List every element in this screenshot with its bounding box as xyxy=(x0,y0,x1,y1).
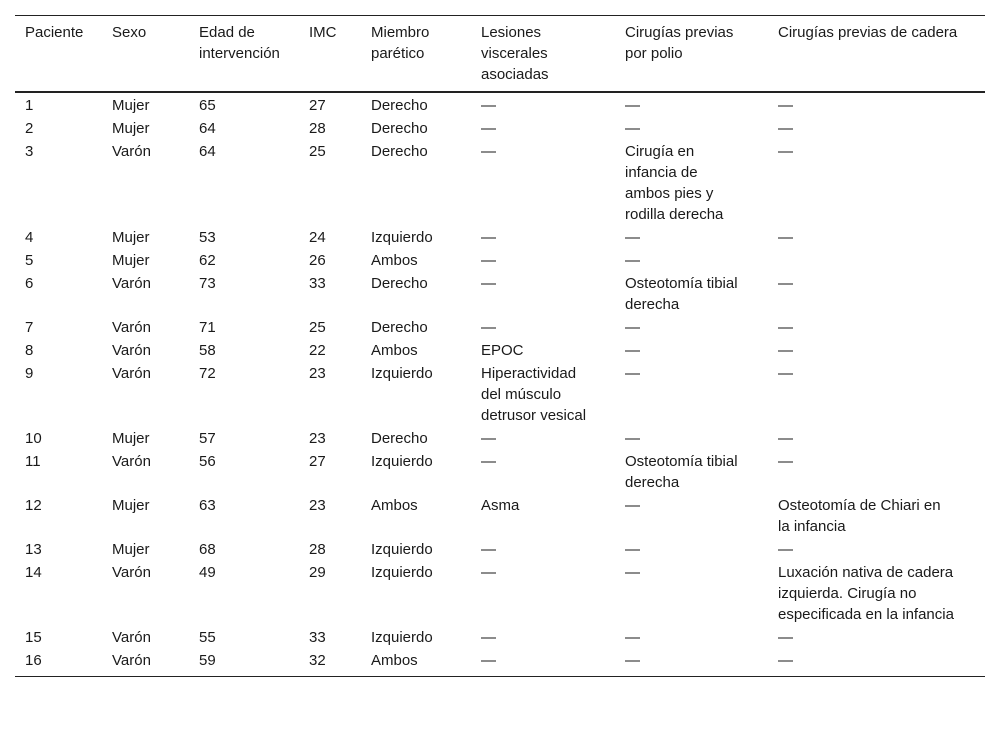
cell-miembro: Derecho xyxy=(371,97,428,114)
cell-miembro: Ambos xyxy=(371,497,418,514)
cell-paciente: 15 xyxy=(25,629,42,646)
cell-sexo: Varón xyxy=(112,342,151,359)
cell-paciente: 14 xyxy=(25,564,42,581)
cell-imc: 33 xyxy=(309,629,326,646)
cell-paciente: 9 xyxy=(25,365,34,382)
cell-miembro: Ambos xyxy=(371,342,418,359)
cell-imc: 27 xyxy=(309,97,326,114)
cell-paciente: 1 xyxy=(25,97,34,114)
cell-cirugias-cadera xyxy=(768,249,985,272)
cell-miembro: Derecho xyxy=(371,275,428,292)
cell-lesiones: — xyxy=(481,564,496,581)
cell-cirugias-polio: — xyxy=(625,97,640,114)
cell-edad: 72 xyxy=(199,365,216,382)
cell-cirugias-cadera: — xyxy=(778,365,793,382)
cell-miembro: Ambos xyxy=(371,652,418,669)
header-sexo: Sexo xyxy=(112,24,147,41)
cell-edad: 71 xyxy=(199,319,216,336)
cell-imc: 32 xyxy=(309,652,326,669)
cell-cirugias-cadera: — xyxy=(778,629,793,646)
cell-edad: 64 xyxy=(199,143,216,160)
cell-imc: 23 xyxy=(309,497,326,514)
cell-sexo: Varón xyxy=(112,453,151,470)
cell-cirugias-polio: — xyxy=(625,120,640,137)
cell-edad: 73 xyxy=(199,275,216,292)
table-row xyxy=(15,494,985,538)
cell-cirugias-polio: Osteotomía tibial derecha xyxy=(625,275,738,313)
cell-sexo: Mujer xyxy=(112,252,150,269)
cell-cirugias-polio: — xyxy=(625,229,640,246)
cell-miembro: Derecho xyxy=(371,430,428,447)
cell-lesiones: Hiperactividad del músculo detrusor vesical xyxy=(481,365,587,424)
cell-miembro: Izquierdo xyxy=(371,365,433,382)
table-row xyxy=(15,316,985,339)
cell-miembro: Derecho xyxy=(371,143,428,160)
cell-miembro: Izquierdo xyxy=(371,564,433,581)
cell-imc: 23 xyxy=(309,365,326,382)
header-cirugias-polio: Cirugías previas por polio xyxy=(625,24,734,62)
cell-sexo: Varón xyxy=(112,143,151,160)
table-row xyxy=(15,561,985,626)
table-row xyxy=(15,226,985,249)
cell-imc: 27 xyxy=(309,453,326,470)
cell-edad: 65 xyxy=(199,97,216,114)
table-row xyxy=(15,272,985,316)
cell-sexo: Varón xyxy=(112,319,151,336)
cell-imc: 22 xyxy=(309,342,326,359)
table-row xyxy=(15,450,985,494)
cell-imc: 33 xyxy=(309,275,326,292)
cell-lesiones: — xyxy=(481,652,496,669)
cell-paciente: 2 xyxy=(25,120,34,137)
cell-cirugias-polio: Osteotomía tibial derecha xyxy=(625,453,738,491)
cell-miembro: Izquierdo xyxy=(371,453,433,470)
cell-cirugias-polio: — xyxy=(625,497,640,514)
cell-sexo: Varón xyxy=(112,629,151,646)
cell-cirugias-cadera: — xyxy=(778,120,793,137)
cell-paciente: 5 xyxy=(25,252,34,269)
cell-imc: 29 xyxy=(309,564,326,581)
cell-paciente: 4 xyxy=(25,229,34,246)
cell-imc: 24 xyxy=(309,229,326,246)
cell-edad: 53 xyxy=(199,229,216,246)
cell-imc: 28 xyxy=(309,541,326,558)
cell-cirugias-cadera: — xyxy=(778,342,793,359)
cell-lesiones: — xyxy=(481,252,496,269)
cell-lesiones: — xyxy=(481,275,496,292)
table-row xyxy=(15,140,985,226)
cell-cirugias-polio: — xyxy=(625,564,640,581)
cell-lesiones: — xyxy=(481,120,496,137)
cell-paciente: 7 xyxy=(25,319,34,336)
cell-cirugias-cadera: — xyxy=(778,275,793,292)
cell-sexo: Mujer xyxy=(112,229,150,246)
cell-cirugias-cadera: — xyxy=(778,143,793,160)
header-edad: Edad de intervención xyxy=(199,24,280,62)
table-row xyxy=(15,362,985,427)
cell-paciente: 12 xyxy=(25,497,42,514)
cell-edad: 68 xyxy=(199,541,216,558)
cell-miembro: Derecho xyxy=(371,120,428,137)
cell-edad: 55 xyxy=(199,629,216,646)
cell-cirugias-polio: Cirugía en infancia de ambos pies y rodilla derecha xyxy=(625,143,724,223)
cell-edad: 62 xyxy=(199,252,216,269)
cell-sexo: Varón xyxy=(112,564,151,581)
cell-edad: 63 xyxy=(199,497,216,514)
cell-miembro: Izquierdo xyxy=(371,629,433,646)
cell-cirugias-polio: — xyxy=(625,629,640,646)
cell-edad: 59 xyxy=(199,652,216,669)
patients-table xyxy=(15,15,985,677)
cell-paciente: 13 xyxy=(25,541,42,558)
cell-cirugias-cadera: — xyxy=(778,652,793,669)
cell-miembro: Izquierdo xyxy=(371,541,433,558)
cell-cirugias-polio: — xyxy=(625,541,640,558)
table-row xyxy=(15,117,985,140)
cell-lesiones: — xyxy=(481,629,496,646)
header-lesiones: Lesiones viscerales asociadas xyxy=(481,24,549,83)
cell-sexo: Mujer xyxy=(112,430,150,447)
cell-lesiones: — xyxy=(481,97,496,114)
cell-lesiones: EPOC xyxy=(481,342,524,359)
cell-miembro: Izquierdo xyxy=(371,229,433,246)
cell-paciente: 16 xyxy=(25,652,42,669)
cell-sexo: Mujer xyxy=(112,97,150,114)
cell-cirugias-polio: — xyxy=(625,430,640,447)
table-row xyxy=(15,427,985,450)
cell-sexo: Mujer xyxy=(112,120,150,137)
cell-cirugias-cadera: — xyxy=(778,453,793,470)
cell-cirugias-polio: — xyxy=(625,652,640,669)
cell-cirugias-polio: — xyxy=(625,365,640,382)
cell-lesiones: Asma xyxy=(481,497,520,514)
table-body xyxy=(15,92,985,677)
table-row xyxy=(15,649,985,677)
cell-cirugias-polio: — xyxy=(625,342,640,359)
cell-imc: 28 xyxy=(309,120,326,137)
cell-cirugias-cadera: — xyxy=(778,97,793,114)
header-paciente: Paciente xyxy=(25,24,84,41)
cell-edad: 64 xyxy=(199,120,216,137)
cell-paciente: 10 xyxy=(25,430,42,447)
cell-cirugias-cadera: — xyxy=(778,229,793,246)
cell-lesiones: — xyxy=(481,229,496,246)
cell-lesiones: — xyxy=(481,430,496,447)
cell-sexo: Varón xyxy=(112,275,151,292)
cell-cirugias-cadera: — xyxy=(778,430,793,447)
table-row xyxy=(15,538,985,561)
cell-cirugias-cadera: Luxación nativa de cadera izquierda. Cirugía no especificada en la infancia xyxy=(778,564,954,623)
header-imc: IMC xyxy=(309,24,337,41)
cell-lesiones: — xyxy=(481,541,496,558)
cell-imc: 26 xyxy=(309,252,326,269)
cell-imc: 23 xyxy=(309,430,326,447)
table-row xyxy=(15,626,985,649)
cell-lesiones: — xyxy=(481,319,496,336)
cell-miembro: Derecho xyxy=(371,319,428,336)
cell-cirugias-cadera: Osteotomía de Chiari en la infancia xyxy=(778,497,941,535)
cell-sexo: Varón xyxy=(112,652,151,669)
cell-lesiones: — xyxy=(481,453,496,470)
cell-cirugias-cadera: — xyxy=(778,319,793,336)
cell-imc: 25 xyxy=(309,319,326,336)
cell-sexo: Mujer xyxy=(112,541,150,558)
cell-paciente: 8 xyxy=(25,342,34,359)
cell-imc: 25 xyxy=(309,143,326,160)
cell-sexo: Mujer xyxy=(112,497,150,514)
table-header xyxy=(15,16,985,93)
cell-sexo: Varón xyxy=(112,365,151,382)
cell-lesiones: — xyxy=(481,143,496,160)
table-row xyxy=(15,339,985,362)
header-cirugias-cadera: Cirugías previas de cadera xyxy=(778,24,958,41)
cell-paciente: 11 xyxy=(25,453,41,470)
cell-miembro: Ambos xyxy=(371,252,418,269)
table-row xyxy=(15,92,985,117)
table-row xyxy=(15,249,985,272)
cell-paciente: 3 xyxy=(25,143,34,160)
cell-edad: 49 xyxy=(199,564,216,581)
header-row xyxy=(15,16,985,93)
cell-edad: 56 xyxy=(199,453,216,470)
cell-cirugias-polio: — xyxy=(625,319,640,336)
cell-paciente: 6 xyxy=(25,275,34,292)
cell-cirugias-cadera: — xyxy=(778,541,793,558)
cell-edad: 57 xyxy=(199,430,216,447)
header-miembro: Miembro parético xyxy=(371,24,430,62)
cell-cirugias-polio: — xyxy=(625,252,640,269)
cell-edad: 58 xyxy=(199,342,216,359)
